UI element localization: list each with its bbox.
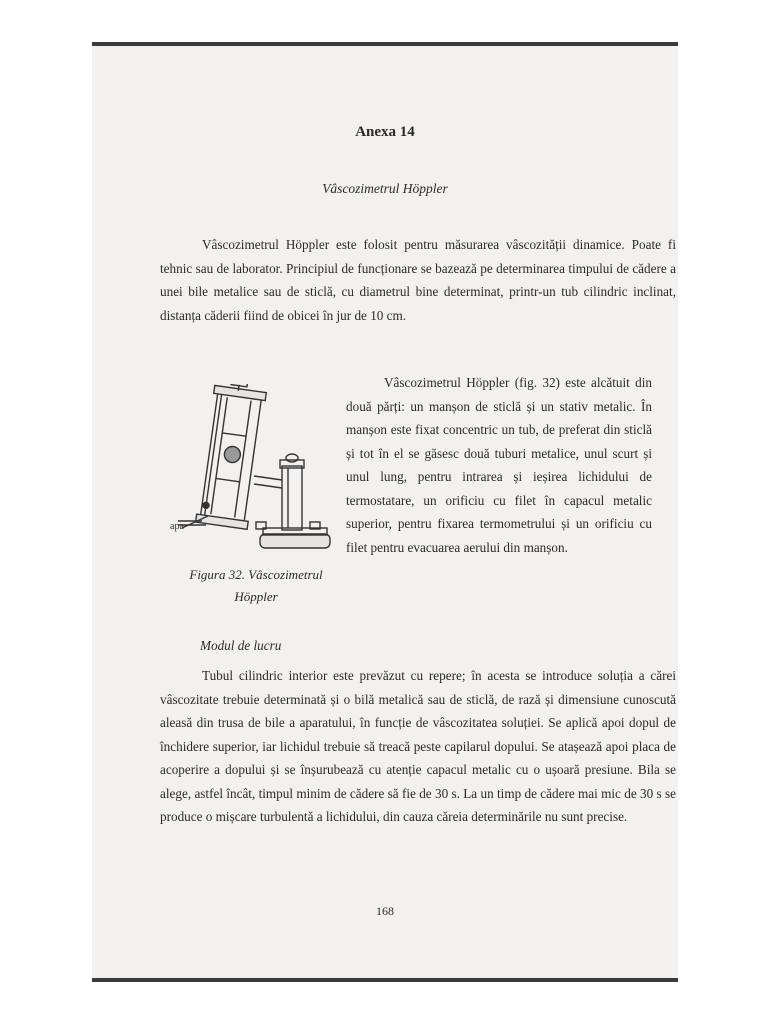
method-title: Modul de lucru — [200, 638, 282, 653]
water-label: apa — [170, 521, 184, 532]
caption-line-2: Höppler — [234, 589, 278, 604]
description-paragraph: Vâscozimetrul Höppler (fig. 32) este alcătuit din două părți: un manșon de sticlă și un stativ metalic. În manșon este fixat concentric un tub, de preferat din sticlă și tot în el se găsesc două tuburi metalice, unul scurt și unul lung, pentru intrarea și ieșirea lichidului de termostatare, un orificiu cu filet în capacul metalic superior, pentru fixarea termometrului și un orificiu cu filet pentru evacuarea aerului din manșon. — [346, 375, 652, 555]
viscometer-drawing — [168, 384, 338, 564]
page-number: 168 — [376, 904, 394, 918]
intro-paragraph: Vâscozimetrul Höppler este folosit pentru măsurarea vâscozității dinamice. Poate fi tehnic sau de laborator. Principiul de funcționare se bazează pe determinarea timpului de cădere a unei bile metalice sau de sticlă, cu diametrul bine determinat, printr-un tub cilindric inclinat, distanța căderii fiind de obicei în jur de 10 cm. — [160, 237, 676, 323]
method-paragraph: Tubul cilindric interior este prevăzut cu repere; în acesta se introduce soluția a cărei vâscozitate trebuie determinată și o bilă metalică sau de sticlă, de rază și dimensiune cunoscută aleasă din trusa de bile a aparatului, în funcție de vâscozitatea soluției. Se aplică apoi dopul de închidere superior, iar lichidul trebuie să treacă peste capilarul dopului. Se atașează apoi placa de acoperire a dopului și se înșurubează cu atenție capacul metalic cu o ușoară presiune. Bila se alege, astfel încât, timpul minim de cădere să fie de 30 s. La un timp de cădere mai mic de 30 s se produce o mișcare turbulentă a lichidului, din cauza căreia determinările nu sunt precise. — [160, 668, 676, 824]
book-page — [92, 42, 678, 982]
viscometer-figure — [168, 384, 338, 564]
caption-line-1: Figura 32. Vâscozimetrul — [189, 567, 323, 582]
figure-caption — [166, 564, 346, 608]
annex-heading: Anexa 14 — [355, 124, 415, 140]
section-subheading: Vâscozimetrul Höppler — [322, 181, 448, 196]
